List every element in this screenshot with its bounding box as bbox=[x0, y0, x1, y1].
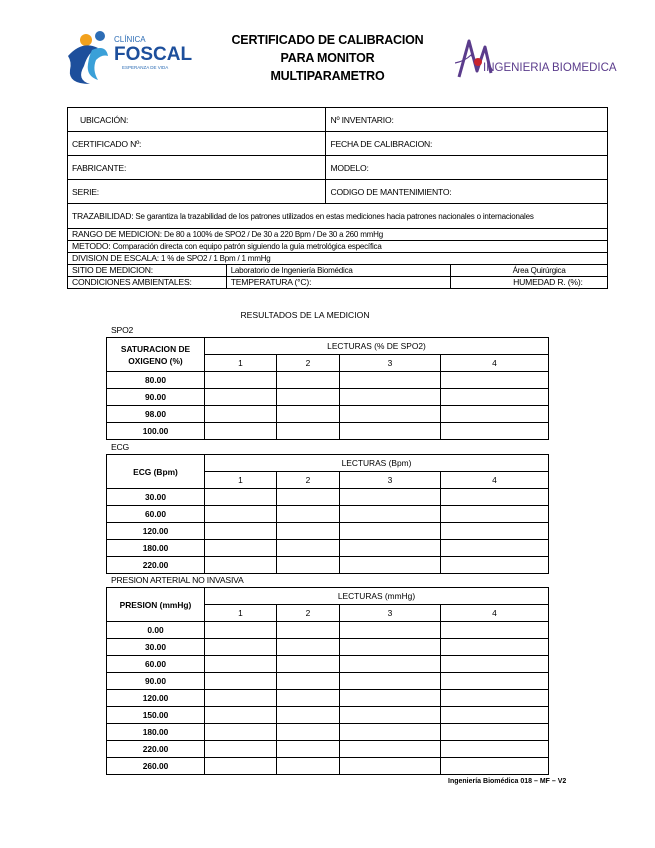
reading-cell[interactable] bbox=[205, 540, 277, 557]
spo2-label: SATURACION DE OXIGENO (%) bbox=[107, 338, 205, 372]
reference-value: 220.00 bbox=[107, 741, 205, 758]
col-1: 1 bbox=[205, 605, 277, 622]
col-4: 4 bbox=[441, 605, 549, 622]
reading-cell[interactable] bbox=[205, 423, 277, 440]
col-4: 4 bbox=[441, 472, 549, 489]
foscal-logo bbox=[62, 26, 202, 86]
codigo-field: CODIGO DE MANTENIMIENTO: bbox=[326, 180, 608, 204]
title-line-1: CERTIFICADO DE CALIBRACION bbox=[231, 33, 424, 47]
table-row bbox=[107, 639, 549, 656]
reading-cell[interactable] bbox=[340, 523, 441, 540]
reading-cell[interactable] bbox=[205, 557, 277, 574]
col-3: 3 bbox=[340, 472, 441, 489]
table-row bbox=[107, 540, 549, 557]
reading-cell[interactable] bbox=[205, 673, 277, 690]
rango-row: RANGO DE MEDICION: De 80 a 100% de SPO2 / De 30 a 220 Bpm / De 30 a 260 mmHg bbox=[68, 229, 608, 241]
reading-cell[interactable] bbox=[441, 639, 549, 656]
reading-cell[interactable] bbox=[441, 724, 549, 741]
modelo-field: MODELO: bbox=[326, 156, 608, 180]
table-row bbox=[107, 523, 549, 540]
metodo-row: METODO: Comparación directa con equipo patrón siguiendo la guía metrológica específica bbox=[68, 241, 608, 253]
humedad-label: HUMEDAD R. (%): bbox=[451, 277, 608, 289]
reading-cell[interactable] bbox=[277, 707, 340, 724]
pni-rows bbox=[107, 622, 549, 775]
reference-value: 60.00 bbox=[107, 656, 205, 673]
reading-cell[interactable] bbox=[441, 506, 549, 523]
reading-cell[interactable] bbox=[441, 389, 549, 406]
division-row: DIVISION DE ESCALA: 1 % de SPO2 / 1 Bpm / 1 mmHg bbox=[68, 253, 608, 265]
reading-cell[interactable] bbox=[340, 707, 441, 724]
col-2: 2 bbox=[277, 472, 340, 489]
foscal-logo-icon bbox=[62, 26, 202, 86]
info-table bbox=[67, 107, 608, 289]
reference-value: 98.00 bbox=[107, 406, 205, 423]
reading-cell[interactable] bbox=[277, 639, 340, 656]
inventario-field: Nº INVENTARIO: bbox=[326, 108, 608, 132]
reading-cell[interactable] bbox=[441, 656, 549, 673]
reading-cell[interactable] bbox=[340, 506, 441, 523]
reference-value: 90.00 bbox=[107, 389, 205, 406]
col-2: 2 bbox=[277, 355, 340, 372]
reading-cell[interactable] bbox=[205, 758, 277, 775]
reference-value: 220.00 bbox=[107, 557, 205, 574]
reference-value: 150.00 bbox=[107, 707, 205, 724]
col-2: 2 bbox=[277, 605, 340, 622]
col-1: 1 bbox=[205, 355, 277, 372]
reading-cell[interactable] bbox=[340, 622, 441, 639]
table-row bbox=[107, 690, 549, 707]
table-row bbox=[107, 489, 549, 506]
reading-cell[interactable] bbox=[441, 557, 549, 574]
results-title: RESULTADOS DE LA MEDICION bbox=[240, 310, 370, 320]
reading-cell[interactable] bbox=[277, 758, 340, 775]
reference-value: 180.00 bbox=[107, 540, 205, 557]
ecg-label: ECG (Bpm) bbox=[107, 455, 205, 489]
reading-cell[interactable] bbox=[441, 758, 549, 775]
reference-value: 120.00 bbox=[107, 523, 205, 540]
table-row bbox=[107, 622, 549, 639]
reading-cell[interactable] bbox=[277, 557, 340, 574]
reading-cell[interactable] bbox=[340, 489, 441, 506]
reading-cell[interactable] bbox=[441, 423, 549, 440]
biomedica-logo-icon bbox=[455, 33, 625, 85]
reading-cell[interactable] bbox=[205, 690, 277, 707]
footer-code: Ingeniería Biomédica 018 – MF – V2 bbox=[448, 778, 567, 785]
reading-cell[interactable] bbox=[340, 656, 441, 673]
reading-cell[interactable] bbox=[277, 423, 340, 440]
table-row bbox=[107, 557, 549, 574]
title-line-3: MULTIPARAMETRO bbox=[270, 69, 385, 83]
serie-field: SERIE: bbox=[68, 180, 326, 204]
spo2-table bbox=[106, 337, 549, 440]
logo-tagline: ESPERANZA DE VIDA bbox=[122, 65, 169, 70]
col-3: 3 bbox=[340, 605, 441, 622]
logo-right-text: INGENIERIA BIOMEDICA bbox=[483, 62, 617, 74]
reading-cell[interactable] bbox=[205, 724, 277, 741]
fabricante-field: FABRICANTE: bbox=[68, 156, 326, 180]
reference-value: 0.00 bbox=[107, 622, 205, 639]
ubicacion-field: UBICACIÓN: bbox=[68, 108, 326, 132]
trazabilidad-row: TRAZABILIDAD: Se garantiza la trazabilidad de los patrones utilizados en estas mediciones hacia patrones nacionales o internacionales bbox=[68, 204, 608, 229]
reading-cell[interactable] bbox=[277, 724, 340, 741]
reading-cell[interactable] bbox=[205, 372, 277, 389]
reading-cell[interactable] bbox=[277, 406, 340, 423]
reading-cell[interactable] bbox=[277, 741, 340, 758]
spo2-rows bbox=[107, 372, 549, 440]
reading-cell[interactable] bbox=[277, 489, 340, 506]
certificado-field: CERTIFICADO Nº: bbox=[68, 132, 326, 156]
table-row bbox=[107, 673, 549, 690]
reading-cell[interactable] bbox=[205, 506, 277, 523]
fecha-field: FECHA DE CALIBRACION: bbox=[326, 132, 608, 156]
reading-cell[interactable] bbox=[441, 707, 549, 724]
logo-line2: FOSCAL bbox=[114, 44, 193, 65]
reading-cell[interactable] bbox=[277, 656, 340, 673]
reading-cell[interactable] bbox=[277, 372, 340, 389]
table-row bbox=[107, 372, 549, 389]
pni-label: PRESION (mmHg) bbox=[107, 588, 205, 622]
reference-value: 60.00 bbox=[107, 506, 205, 523]
reference-value: 180.00 bbox=[107, 724, 205, 741]
reading-cell[interactable] bbox=[340, 540, 441, 557]
ecg-rows bbox=[107, 489, 549, 574]
reading-cell[interactable] bbox=[277, 389, 340, 406]
reading-cell[interactable] bbox=[205, 406, 277, 423]
reading-cell[interactable] bbox=[277, 622, 340, 639]
reading-cell[interactable] bbox=[441, 372, 549, 389]
reading-cell[interactable] bbox=[441, 741, 549, 758]
temperatura-label: TEMPERATURA (°C): bbox=[226, 277, 450, 289]
reading-cell[interactable] bbox=[441, 540, 549, 557]
sitio-value: Laboratorio de Ingeniería Biomédica bbox=[226, 265, 450, 277]
col-1: 1 bbox=[205, 472, 277, 489]
reading-cell[interactable] bbox=[277, 523, 340, 540]
area-value: Área Quirúrgica bbox=[509, 265, 608, 277]
reading-cell[interactable] bbox=[340, 389, 441, 406]
col-4: 4 bbox=[441, 355, 549, 372]
pni-table bbox=[106, 587, 549, 775]
reading-cell[interactable] bbox=[441, 673, 549, 690]
reading-cell[interactable] bbox=[340, 372, 441, 389]
reading-cell[interactable] bbox=[441, 523, 549, 540]
table-row bbox=[107, 741, 549, 758]
pni-section-label: PRESION ARTERIAL NO INVASIVA bbox=[111, 575, 244, 585]
reading-cell[interactable] bbox=[340, 406, 441, 423]
reference-value: 90.00 bbox=[107, 673, 205, 690]
ingenieria-biomedica-logo bbox=[455, 33, 625, 85]
reading-cell[interactable] bbox=[340, 758, 441, 775]
spo2-section-label: SPO2 bbox=[111, 325, 134, 335]
table-row bbox=[107, 656, 549, 673]
table-row bbox=[107, 389, 549, 406]
reading-cell[interactable] bbox=[205, 523, 277, 540]
title-line-2: PARA MONITOR bbox=[280, 51, 375, 65]
reading-cell[interactable] bbox=[205, 707, 277, 724]
reference-value: 120.00 bbox=[107, 690, 205, 707]
reading-cell[interactable] bbox=[205, 741, 277, 758]
reference-value: 100.00 bbox=[107, 423, 205, 440]
reading-cell[interactable] bbox=[205, 656, 277, 673]
reading-cell[interactable] bbox=[340, 673, 441, 690]
ecg-section-label: ECG bbox=[111, 442, 130, 452]
condiciones-label: CONDICIONES AMBIENTALES: bbox=[68, 277, 227, 289]
table-row bbox=[107, 406, 549, 423]
spo2-readings-header: LECTURAS (% DE SPO2) bbox=[205, 338, 549, 355]
reading-cell[interactable] bbox=[340, 423, 441, 440]
logo-line1: CLÍNICA bbox=[114, 35, 146, 44]
reading-cell[interactable] bbox=[277, 506, 340, 523]
ecg-readings-header: LECTURAS (Bpm) bbox=[205, 455, 549, 472]
reading-cell[interactable] bbox=[205, 389, 277, 406]
reading-cell[interactable] bbox=[340, 690, 441, 707]
sitio-label: SITIO DE MEDICION: bbox=[68, 265, 227, 277]
reading-cell[interactable] bbox=[340, 639, 441, 656]
document-title bbox=[200, 31, 455, 85]
reading-cell[interactable] bbox=[340, 741, 441, 758]
pni-readings-header: LECTURAS (mmHg) bbox=[205, 588, 549, 605]
reference-value: 30.00 bbox=[107, 489, 205, 506]
reading-cell[interactable] bbox=[340, 557, 441, 574]
reading-cell[interactable] bbox=[277, 673, 340, 690]
reading-cell[interactable] bbox=[205, 489, 277, 506]
reference-value: 30.00 bbox=[107, 639, 205, 656]
table-row bbox=[107, 423, 549, 440]
reading-cell[interactable] bbox=[441, 489, 549, 506]
ecg-table bbox=[106, 454, 549, 574]
reference-value: 80.00 bbox=[107, 372, 205, 389]
table-row bbox=[107, 724, 549, 741]
reading-cell[interactable] bbox=[340, 724, 441, 741]
reading-cell[interactable] bbox=[205, 622, 277, 639]
reading-cell[interactable] bbox=[277, 540, 340, 557]
reading-cell[interactable] bbox=[205, 639, 277, 656]
reading-cell[interactable] bbox=[441, 622, 549, 639]
reference-value: 260.00 bbox=[107, 758, 205, 775]
reading-cell[interactable] bbox=[277, 690, 340, 707]
col-3: 3 bbox=[340, 355, 441, 372]
table-row bbox=[107, 707, 549, 724]
table-row bbox=[107, 758, 549, 775]
reading-cell[interactable] bbox=[441, 690, 549, 707]
table-row bbox=[107, 506, 549, 523]
reading-cell[interactable] bbox=[441, 406, 549, 423]
